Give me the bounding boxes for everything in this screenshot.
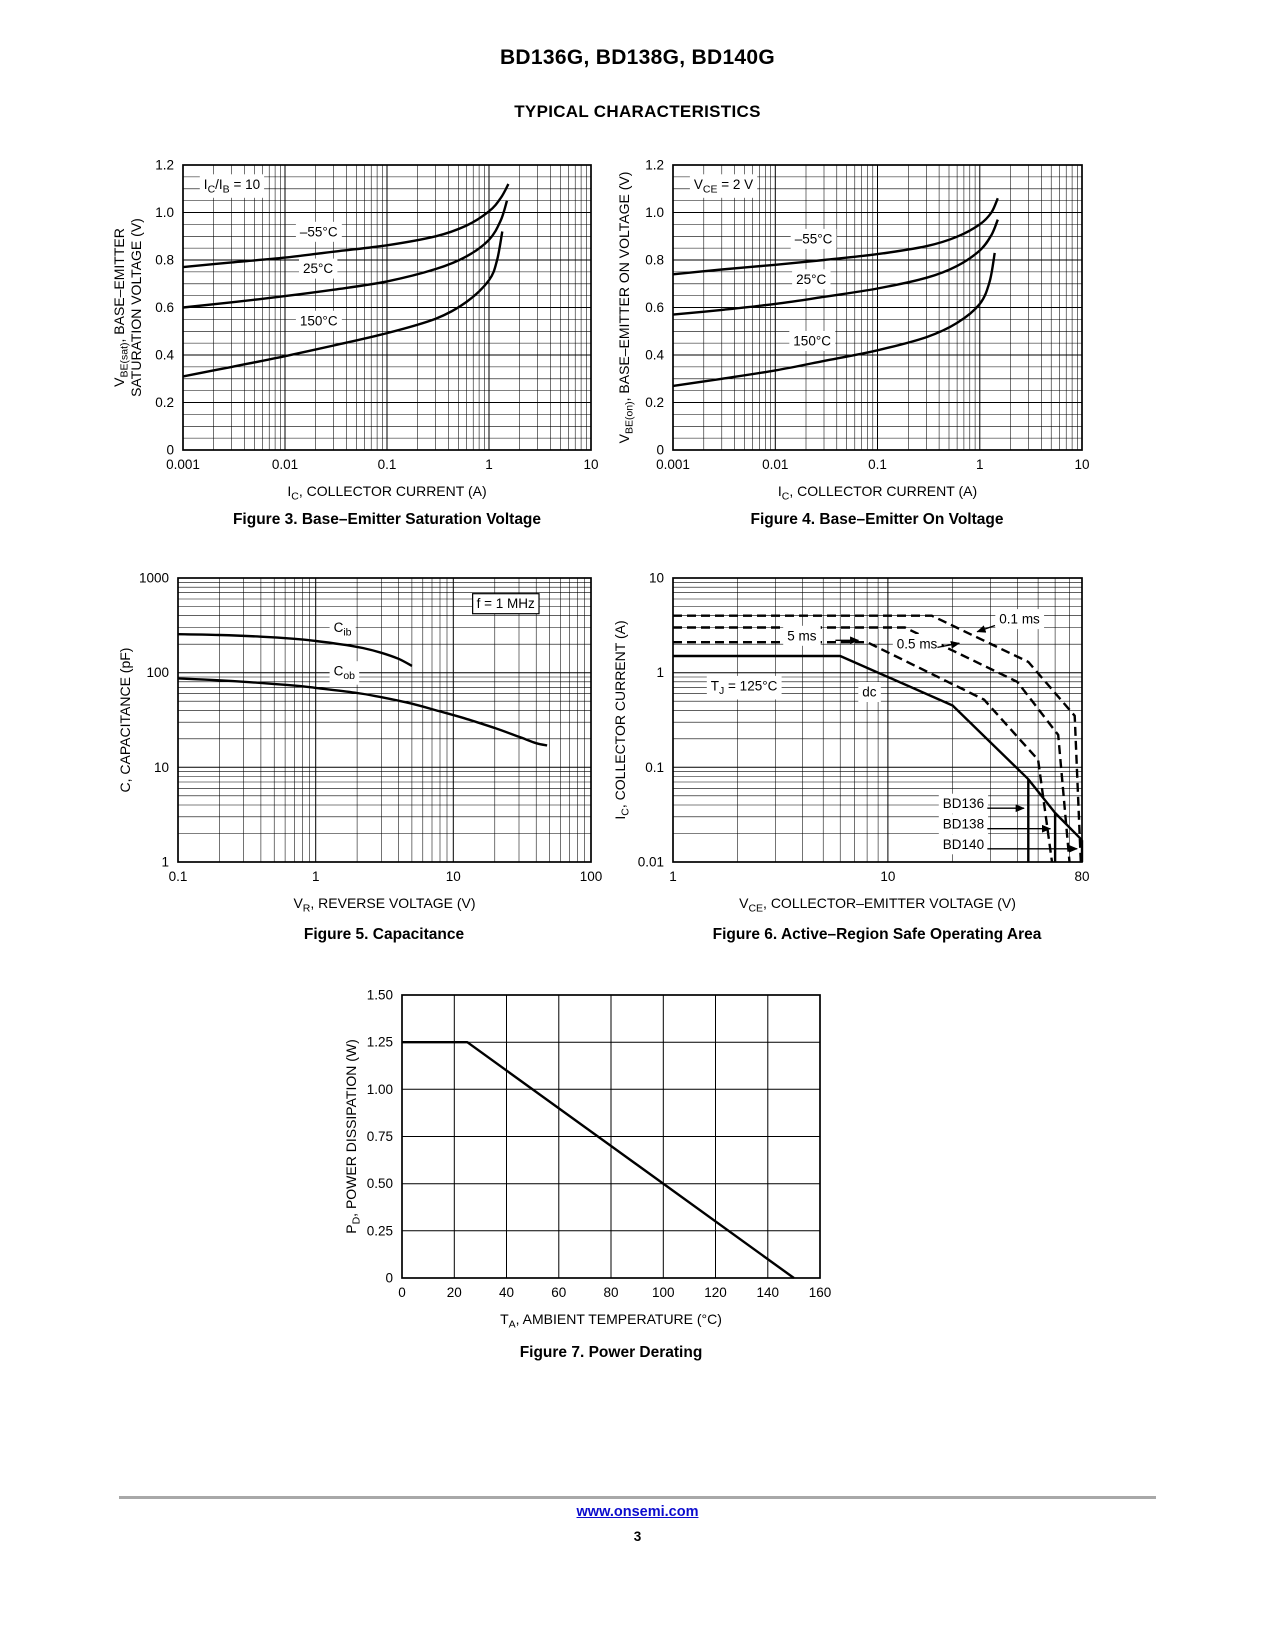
svg-text:0.25: 0.25 [366,1223,393,1239]
svg-text:0.1: 0.1 [168,869,188,884]
svg-text:IC, COLLECTOR CURRENT (A): $I_C$, COLLECTOR CURRENT (A) [612,620,632,820]
svg-text:0.6: 0.6 [155,300,174,315]
svg-text:0.5 ms: 0.5 ms [896,636,938,652]
figure4-caption: Figure 4. Base–Emitter On Voltage [750,511,1004,528]
svg-text:100: 100 [146,665,169,681]
figure5-caption: Figure 5. Capacitance [303,926,465,943]
svg-text:150°C: 150°C [299,313,338,329]
page-number: 3 [633,1529,642,1544]
svg-text:0.8: 0.8 [645,252,664,268]
svg-text:f = 1 MHz: f = 1 MHz [476,596,535,612]
svg-text:1.00: 1.00 [366,1081,393,1097]
figure7-caption: Figure 7. Power Derating [519,1344,703,1361]
svg-text:1.0: 1.0 [155,205,174,220]
svg-text:0.6: 0.6 [645,300,664,315]
svg-text:0.1: 0.1 [645,759,664,775]
section-title: TYPICAL CHARACTERISTICS [514,102,761,121]
svg-text:10: 10 [880,869,896,884]
svg-text:–55°C: –55°C [794,231,833,247]
svg-text:0.8: 0.8 [155,252,174,268]
svg-text:5 ms: 5 ms [787,628,817,644]
svg-text:0.1 ms: 0.1 ms [999,611,1040,627]
figure4-base-emitter-on-voltage-chart [585,140,1105,532]
svg-text:1: 1 [976,457,984,472]
svg-text:0.01: 0.01 [762,457,789,472]
svg-text:VBE(sat), BASE–EMITTER: $V_{BE(sat)}$, BASE–EMITTER [111,228,131,387]
svg-text:–55°C: –55°C [299,224,338,240]
svg-text:0.01: 0.01 [637,854,664,870]
svg-text:1.25: 1.25 [366,1034,393,1050]
footer-divider [119,1496,1156,1499]
svg-text:140: 140 [756,1285,780,1300]
svg-text:SATURATION VOLTAGE (V): SATURATION VOLTAGE (V) [128,218,144,397]
svg-text:0: 0 [656,442,664,458]
svg-text:0.2: 0.2 [155,395,174,410]
svg-text:1.0: 1.0 [645,205,664,220]
svg-text:120: 120 [704,1285,727,1300]
svg-text:BD136: BD136 [942,796,985,812]
svg-text:100: 100 [579,869,603,884]
svg-text:1: 1 [656,665,664,681]
svg-text:25°C: 25°C [303,261,334,277]
svg-text:1: 1 [669,869,677,884]
svg-text:0.001: 0.001 [166,457,200,472]
svg-text:1.2: 1.2 [645,157,664,173]
figure6-caption: Figure 6. Active–Region Safe Operating Area [712,926,1042,943]
svg-text:1.2: 1.2 [155,157,174,173]
svg-text:VBE(on), BASE–EMITTER ON VOLTA: $V_{BE(on)}$, BASE–EMITTER ON VOLTAGE (V) [616,171,636,444]
svg-text:0.2: 0.2 [645,395,664,410]
svg-text:0.75: 0.75 [366,1129,393,1144]
svg-text:10: 10 [445,869,461,884]
svg-text:10: 10 [648,570,664,586]
svg-text:IC, COLLECTOR CURRENT (A): $I_C$, COLLECTOR CURRENT (A) [777,483,978,503]
svg-text:80: 80 [1074,869,1090,884]
figure7-power-derating-chart [310,970,870,1370]
svg-text:1: 1 [485,457,493,472]
svg-text:0: 0 [166,442,174,458]
svg-text:0.001: 0.001 [656,457,690,472]
svg-text:20: 20 [446,1285,462,1300]
svg-text:VR, REVERSE VOLTAGE (V): $V_R$, REVERSE VOLTAGE (V) [293,895,476,915]
svg-text:1: 1 [311,869,320,884]
svg-text:0: 0 [398,1285,406,1300]
svg-text:0.4: 0.4 [645,347,664,363]
svg-text:0.01: 0.01 [271,457,299,472]
svg-text:80: 80 [603,1285,619,1300]
svg-text:Cob: $C_{ob}$ [333,663,356,683]
svg-text:Cib: $C_{ib}$ [333,620,352,639]
svg-text:0.50: 0.50 [366,1176,393,1192]
svg-text:60: 60 [551,1285,567,1300]
svg-text:0.1: 0.1 [377,457,397,472]
figure3-base-emitter-saturation-chart [90,140,610,532]
svg-text:10: 10 [153,759,169,775]
svg-text:10: 10 [1074,457,1090,472]
svg-text:1: 1 [161,854,169,870]
document-title: BD136G, BD138G, BD140G [499,46,776,69]
svg-text:VCE, COLLECTOR–EMITTER VOLTAGE: $V_{CE}$, COLLECTOR–EMITTER VOLTAGE (V) [739,895,1016,915]
svg-text:150°C: 150°C [793,333,831,349]
svg-text:TJ = 125°C: $T_J = 125^\circ C$ [710,678,778,697]
footer-link-row [0,1504,1275,1520]
svg-text:0: 0 [385,1270,393,1286]
figure3-caption: Figure 3. Base–Emitter Saturation Voltage [232,511,542,528]
svg-text:25°C: 25°C [796,271,827,287]
svg-text:160: 160 [808,1285,832,1300]
svg-text:BD140: BD140 [942,836,985,852]
svg-text:PD, POWER DISSIPATION (W): $P_D$, POWER DISSIPATION (W) [343,1039,363,1234]
svg-text:0.4: 0.4 [155,347,174,363]
svg-text:VCE = 2 V: $V_{CE} = 2$ V [693,176,754,196]
svg-text:BD138: BD138 [942,816,985,832]
svg-text:1000: 1000 [138,570,169,586]
svg-text:TA, AMBIENT TEMPERATURE (°C): $T_A$, AMBIENT TEMPERATURE (°C) [500,1311,722,1331]
svg-text:IC/IB = 10: $I_C/I_B = 10$ [203,176,261,196]
onsemi-link[interactable]: www.onsemi.com [576,1504,699,1520]
svg-text:1.50: 1.50 [366,987,393,1003]
svg-text:C, CAPACITANCE (pF): C, CAPACITANCE (pF) [117,647,133,793]
svg-text:dc: dc [862,684,877,700]
figure6-soa-chart [585,553,1105,945]
svg-text:10: 10 [583,457,599,472]
svg-text:40: 40 [498,1285,515,1300]
svg-text:0.1: 0.1 [868,457,887,472]
figure5-capacitance-chart [90,553,610,945]
svg-text:IC, COLLECTOR CURRENT (A): $I_C$, COLLECTOR CURRENT (A) [287,483,487,503]
svg-text:100: 100 [652,1285,675,1300]
